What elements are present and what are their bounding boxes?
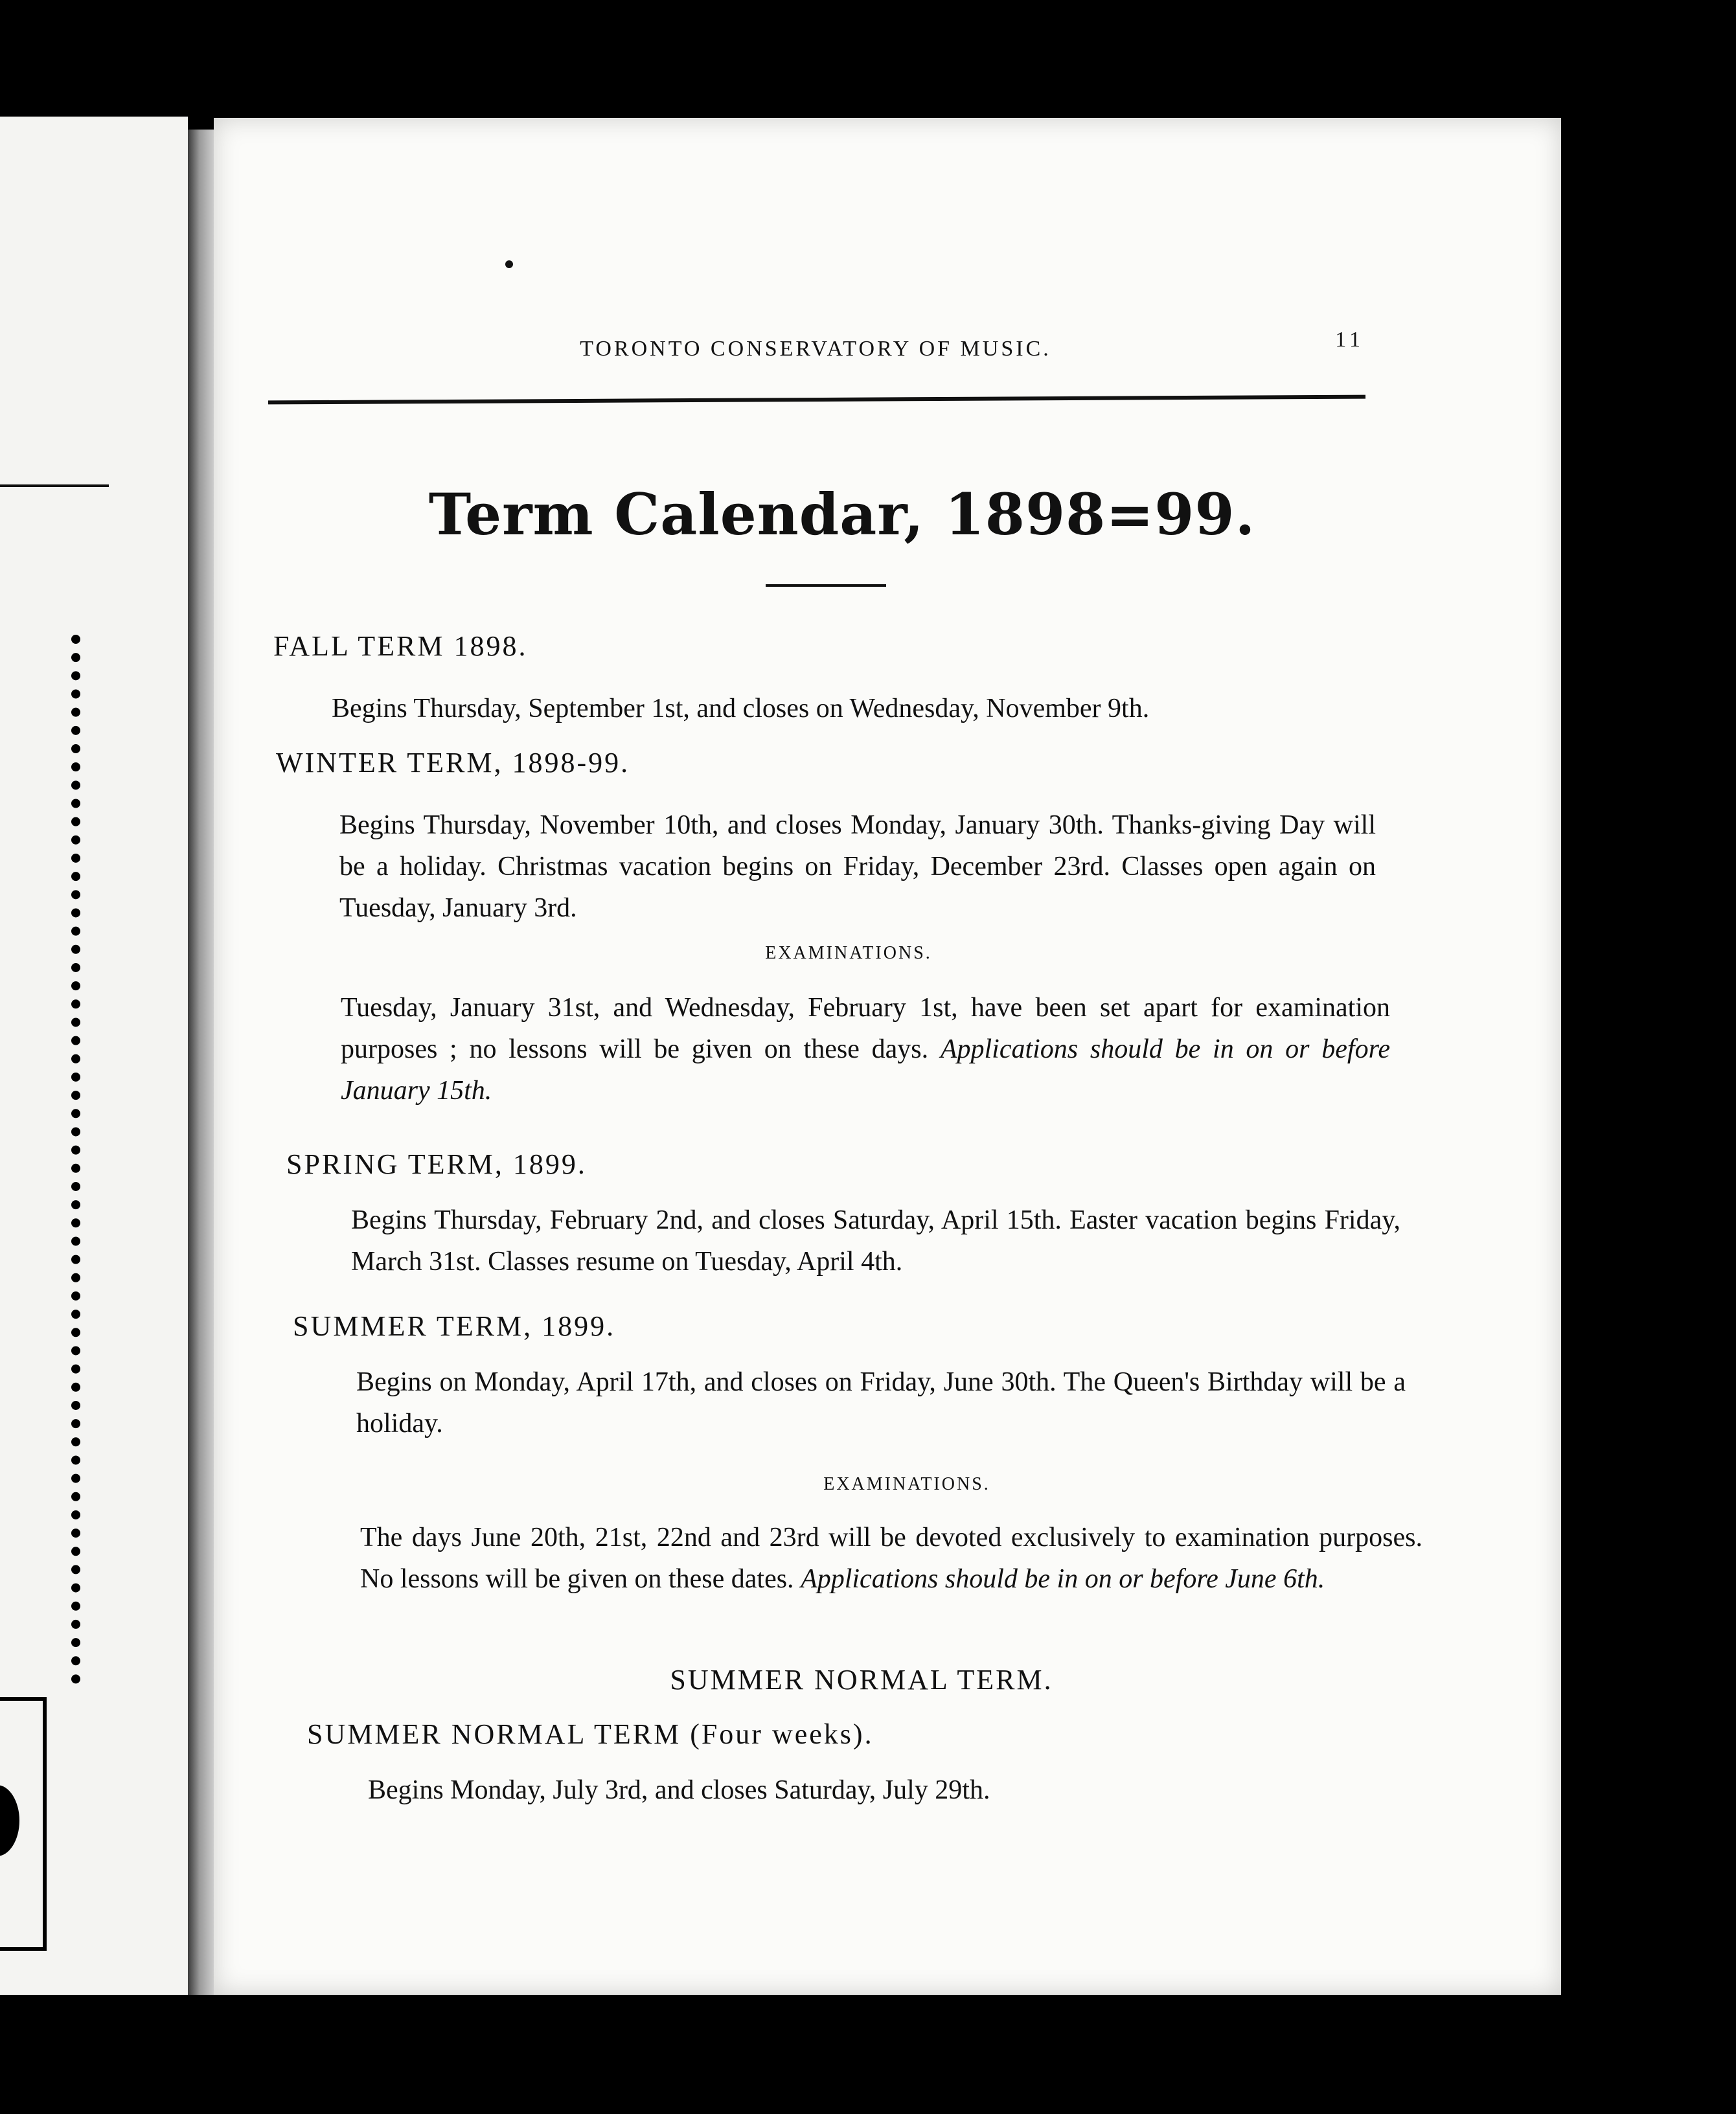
- exam-note-winter: Applications should be in on or before January 15th.: [341, 1034, 1390, 1106]
- page-title: Term Calendar, 1898=99.: [428, 481, 1256, 548]
- ornamental-border: [26, 635, 80, 1684]
- summer-normal-center-heading: SUMMER NORMAL TERM.: [670, 1664, 1053, 1696]
- exam-text-winter: Tuesday, January 31st, and Wednesday, February 1st, have been set apart for examination purposes ; no lessons will be given on these days. Applications should be in on or before January 15th.: [341, 993, 1390, 1106]
- document-page: [214, 118, 1561, 1995]
- section-text-spring: Begins Thursday, February 2nd, and closes Saturday, April 15th. Easter vacation begins Friday, March 31st. Classes resume on Tuesday, April 4th.: [351, 1205, 1400, 1277]
- section-heading-winter: WINTER TERM, 1898-99.: [276, 747, 630, 779]
- ink-speck: [505, 260, 513, 268]
- header-title: TORONTO CONSERVATORY OF MUSIC.: [580, 337, 1051, 361]
- exam-heading-summer: EXAMINATIONS.: [823, 1474, 990, 1494]
- ornamental-box: [0, 1697, 47, 1951]
- facing-page: [0, 117, 188, 1995]
- section-heading-summer: SUMMER TERM, 1899.: [293, 1310, 616, 1342]
- section-text-summer: Begins on Monday, April 17th, and closes on Friday, June 30th. The Queen's Birthday will be a holiday.: [356, 1367, 1406, 1438]
- section-heading-spring: SPRING TERM, 1899.: [286, 1148, 587, 1180]
- section-heading-fall: FALL TERM 1898.: [273, 630, 528, 662]
- section-heading-normal: SUMMER NORMAL TERM (Four weeks).: [307, 1718, 874, 1750]
- facing-page-rule: [0, 484, 109, 487]
- title-rule: [766, 584, 886, 587]
- exam-note-summer: Applications should be in on or before June 6th.: [801, 1564, 1325, 1594]
- book-gutter: [188, 130, 217, 1995]
- running-head: [268, 328, 1364, 492]
- section-text-fall: Begins Thursday, September 1st, and closes on Wednesday, November 9th.: [332, 694, 1150, 723]
- page-number: 11: [1335, 328, 1364, 352]
- section-text-normal: Begins Monday, July 3rd, and closes Saturday, July 29th.: [368, 1775, 990, 1805]
- exam-heading-winter: EXAMINATIONS.: [765, 943, 932, 963]
- exam-text-summer: The days June 20th, 21st, 22nd and 23rd will be devoted exclusively to examination purposes. No lessons will be given on these dates. Applications should be in on or before June 6th.: [360, 1523, 1422, 1594]
- section-text-winter: Begins Thursday, November 10th, and closes Monday, January 30th. Thanks-giving Day will be a holiday. Christmas vacation begins on Friday, December 23rd. Classes open again on Tuesday, January 3rd.: [339, 810, 1376, 923]
